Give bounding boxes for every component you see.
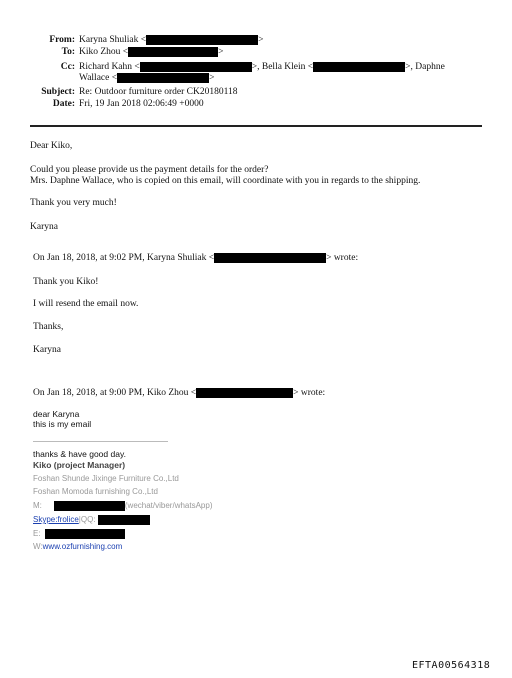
- redaction: [196, 388, 293, 398]
- cc-row: Cc: Richard Kahn < >, Bella Klein < >, Daphne: [0, 61, 512, 73]
- skype-line: Skype:frolice|QQ:: [33, 514, 150, 526]
- redaction: [313, 62, 405, 72]
- redaction: [128, 47, 218, 57]
- cc-label: Cc:: [60, 62, 75, 72]
- skype-link[interactable]: Skype:frolice: [33, 515, 79, 524]
- cc-row-continued: Wallace < >: [79, 73, 215, 83]
- sign-off: thanks & have good day.: [33, 449, 126, 459]
- quote-intro: On Jan 18, 2018, at 9:00 PM, Kiko Zhou < > wrote:: [33, 388, 326, 398]
- web-line: W:www.ozfurnishing.com: [33, 542, 123, 551]
- thanks-line: Thank you very much!: [30, 198, 117, 208]
- quote-line: I will resend the email now.: [33, 299, 139, 309]
- to-row: To: Kiko Zhou < >: [0, 46, 512, 58]
- redaction: [54, 501, 125, 511]
- redaction: [146, 35, 258, 45]
- date-label: Date:: [52, 99, 75, 109]
- quote-line: this is my email: [33, 419, 92, 429]
- subject-row: [0, 86, 512, 98]
- quote-line: dear Karyna: [33, 409, 80, 419]
- email-line: E:: [33, 528, 125, 540]
- redaction: [117, 73, 209, 83]
- body-line: Mrs. Daphne Wallace, who is copied on this email, will coordinate with you in regards to the shipping.: [30, 176, 421, 186]
- signature: Karyna: [30, 222, 58, 232]
- mobile-line: M: (wechat/viber/whatsApp): [33, 501, 213, 510]
- sender-name: Kiko (project Manager): [33, 460, 126, 470]
- greeting: Dear Kiko,: [30, 141, 73, 151]
- document-id: EFTA00564318: [412, 660, 491, 671]
- from-value: Karyna Shuliak <: [79, 35, 147, 45]
- from-row: From: Karyna Shuliak < >: [0, 34, 512, 46]
- to-label: To:: [61, 47, 75, 57]
- subject-label: Subject:: [41, 87, 75, 97]
- redaction: [214, 253, 326, 263]
- company-line: Foshan Shunde Jixinge Furniture Co.,Ltd: [33, 474, 179, 483]
- redaction: [140, 62, 252, 72]
- header-divider: [30, 125, 482, 127]
- quote-line: Thank you Kiko!: [33, 277, 99, 287]
- quote-line: Karyna: [33, 345, 61, 355]
- body-line: Could you please provide us the payment details for the order?: [30, 165, 269, 175]
- redaction: [98, 515, 150, 525]
- redaction: [45, 529, 125, 539]
- cc-value: Richard Kahn <: [79, 62, 140, 72]
- quote-intro: On Jan 18, 2018, at 9:02 PM, Karyna Shuliak < > wrote:: [33, 253, 359, 263]
- from-label: From:: [49, 35, 75, 45]
- date-value: Fri, 19 Jan 2018 02:06:49 +0000: [79, 99, 204, 109]
- website-link[interactable]: www.ozfurnishing.com: [42, 542, 123, 551]
- date-row: [0, 98, 512, 110]
- signature-divider: [33, 441, 168, 442]
- company-line: Foshan Momoda furnishing Co.,Ltd: [33, 487, 158, 496]
- quote-line: Thanks,: [33, 322, 64, 332]
- subject-value: Re: Outdoor furniture order CK20180118: [79, 87, 238, 97]
- to-value: Kiko Zhou <: [79, 47, 129, 57]
